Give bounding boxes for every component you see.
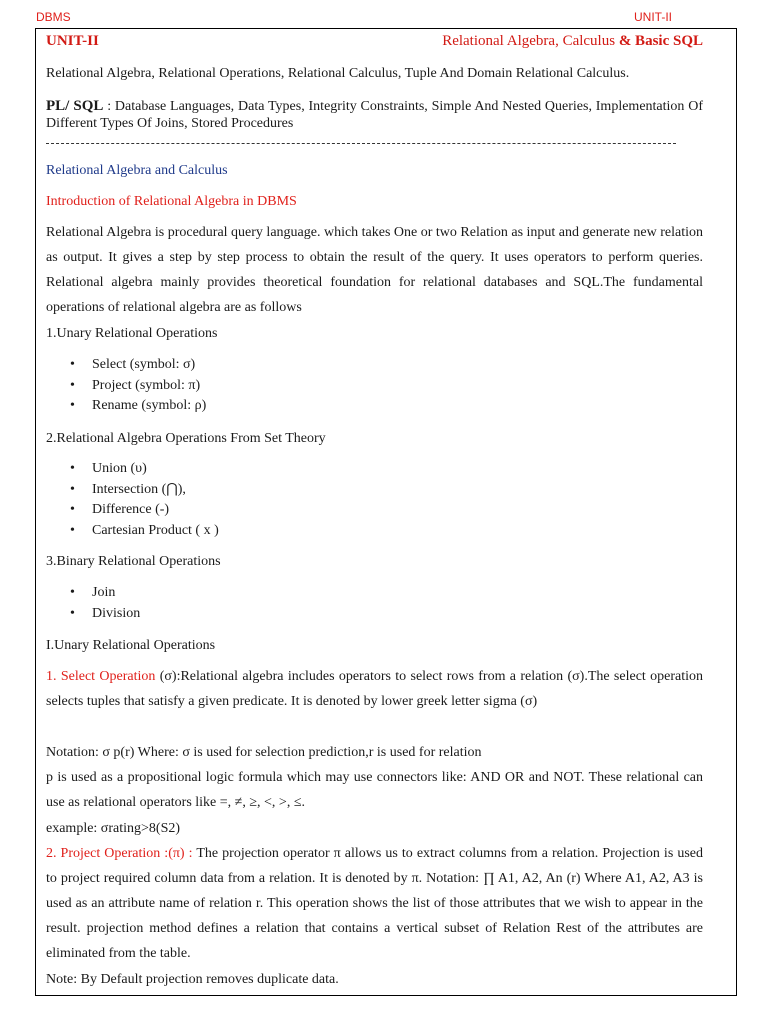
list-item: • Intersection (⋂), [70,480,219,501]
list-item: • Select (symbol: σ) [70,355,206,376]
unary-heading: 1.Unary Relational Operations [46,326,218,341]
dashed-divider [46,143,676,144]
roman-heading: I.Unary Relational Operations [46,638,216,653]
binary-heading: 3.Binary Relational Operations [46,554,221,569]
list-item: • Difference (-) [70,500,219,521]
select-operation-label: 1. Select Operation [46,669,156,684]
project-note: Note: By Default projection removes duplicate data. [46,972,339,987]
set-heading: 2.Relational Algebra Operations From Set Theory [46,431,326,446]
section-heading: Relational Algebra and Calculus [46,163,228,178]
topic-title: Relational Algebra, Calculus & Basic SQL [442,33,703,49]
select-example: example: σrating>8(S2) [46,821,181,836]
select-operation-paragraph: 1. Select Operation (σ):Relational algebra includes operators to select rows from a relation (σ).The select operation selects tuples that satisfy a given predicate. It is denoted by lower greek letter sigma (σ) [46,669,703,709]
project-operation-label: 2. Project Operation :(π) : [46,846,193,861]
unit-title: UNIT-II [46,33,99,49]
unary-list [70,355,206,417]
project-operation-paragraph: 2. Project Operation :(π) : The projection operator π allows us to extract columns from a relation. Projection is used to project required column data from a relation. It is denoted by π. Notation: ∏ A1, A2, An (r) Where A1, A2, A3 is used as an attribute name of relation r. This operation shows the list of those attributes that we wish to appear in the result. projection method defines a relation that contains a vertical subset of Relation Rest of the attributes are eliminated from the table. [46,846,703,961]
list-item: • Division [70,604,140,625]
running-header-right: UNIT-II [634,10,672,24]
syllabus-line: Relational Algebra, Relational Operations, Relational Calculus, Tuple And Domain Relational Calculus. [46,66,630,81]
list-item: • Cartesian Product ( x ) [70,521,219,542]
binary-list [70,583,140,624]
syllabus-plsql: PL/ SQL : Database Languages, Data Types, Integrity Constraints, Simple And Nested Queries, Implementation Of Different Types Of Joins, Stored Procedures [46,98,703,131]
intro-paragraph: Relational Algebra is procedural query language. which takes One or two Relation as input and generate new relation as output. It gives a step by step process to obtain the result of the query. It uses operators to perform queries. Relational algebra mainly provides theoretical foundation for relational databases and SQL.The fundamental operations of relational algebra are as follows [46,225,704,315]
intro-heading: Introduction of Relational Algebra in DBMS [46,194,297,209]
set-list [70,459,219,541]
list-item: • Rename (symbol: ρ) [70,396,206,417]
title-row [46,33,703,50]
list-item: • Join [70,583,140,604]
running-header-left: DBMS [36,10,71,24]
select-predicate: p is used as a propositional logic formula which may use connectors like: AND OR and NOT. These relational can use as relational operators like =, ≠, ≥, <, >, ≤. [46,770,703,810]
plsql-label: PL/ SQL [46,98,104,114]
list-item: • Union (υ) [70,459,219,480]
list-item: • Project (symbol: π) [70,376,206,397]
select-notation: Notation: σ p(r) Where: σ is used for selection prediction,r is used for relation [46,745,482,760]
